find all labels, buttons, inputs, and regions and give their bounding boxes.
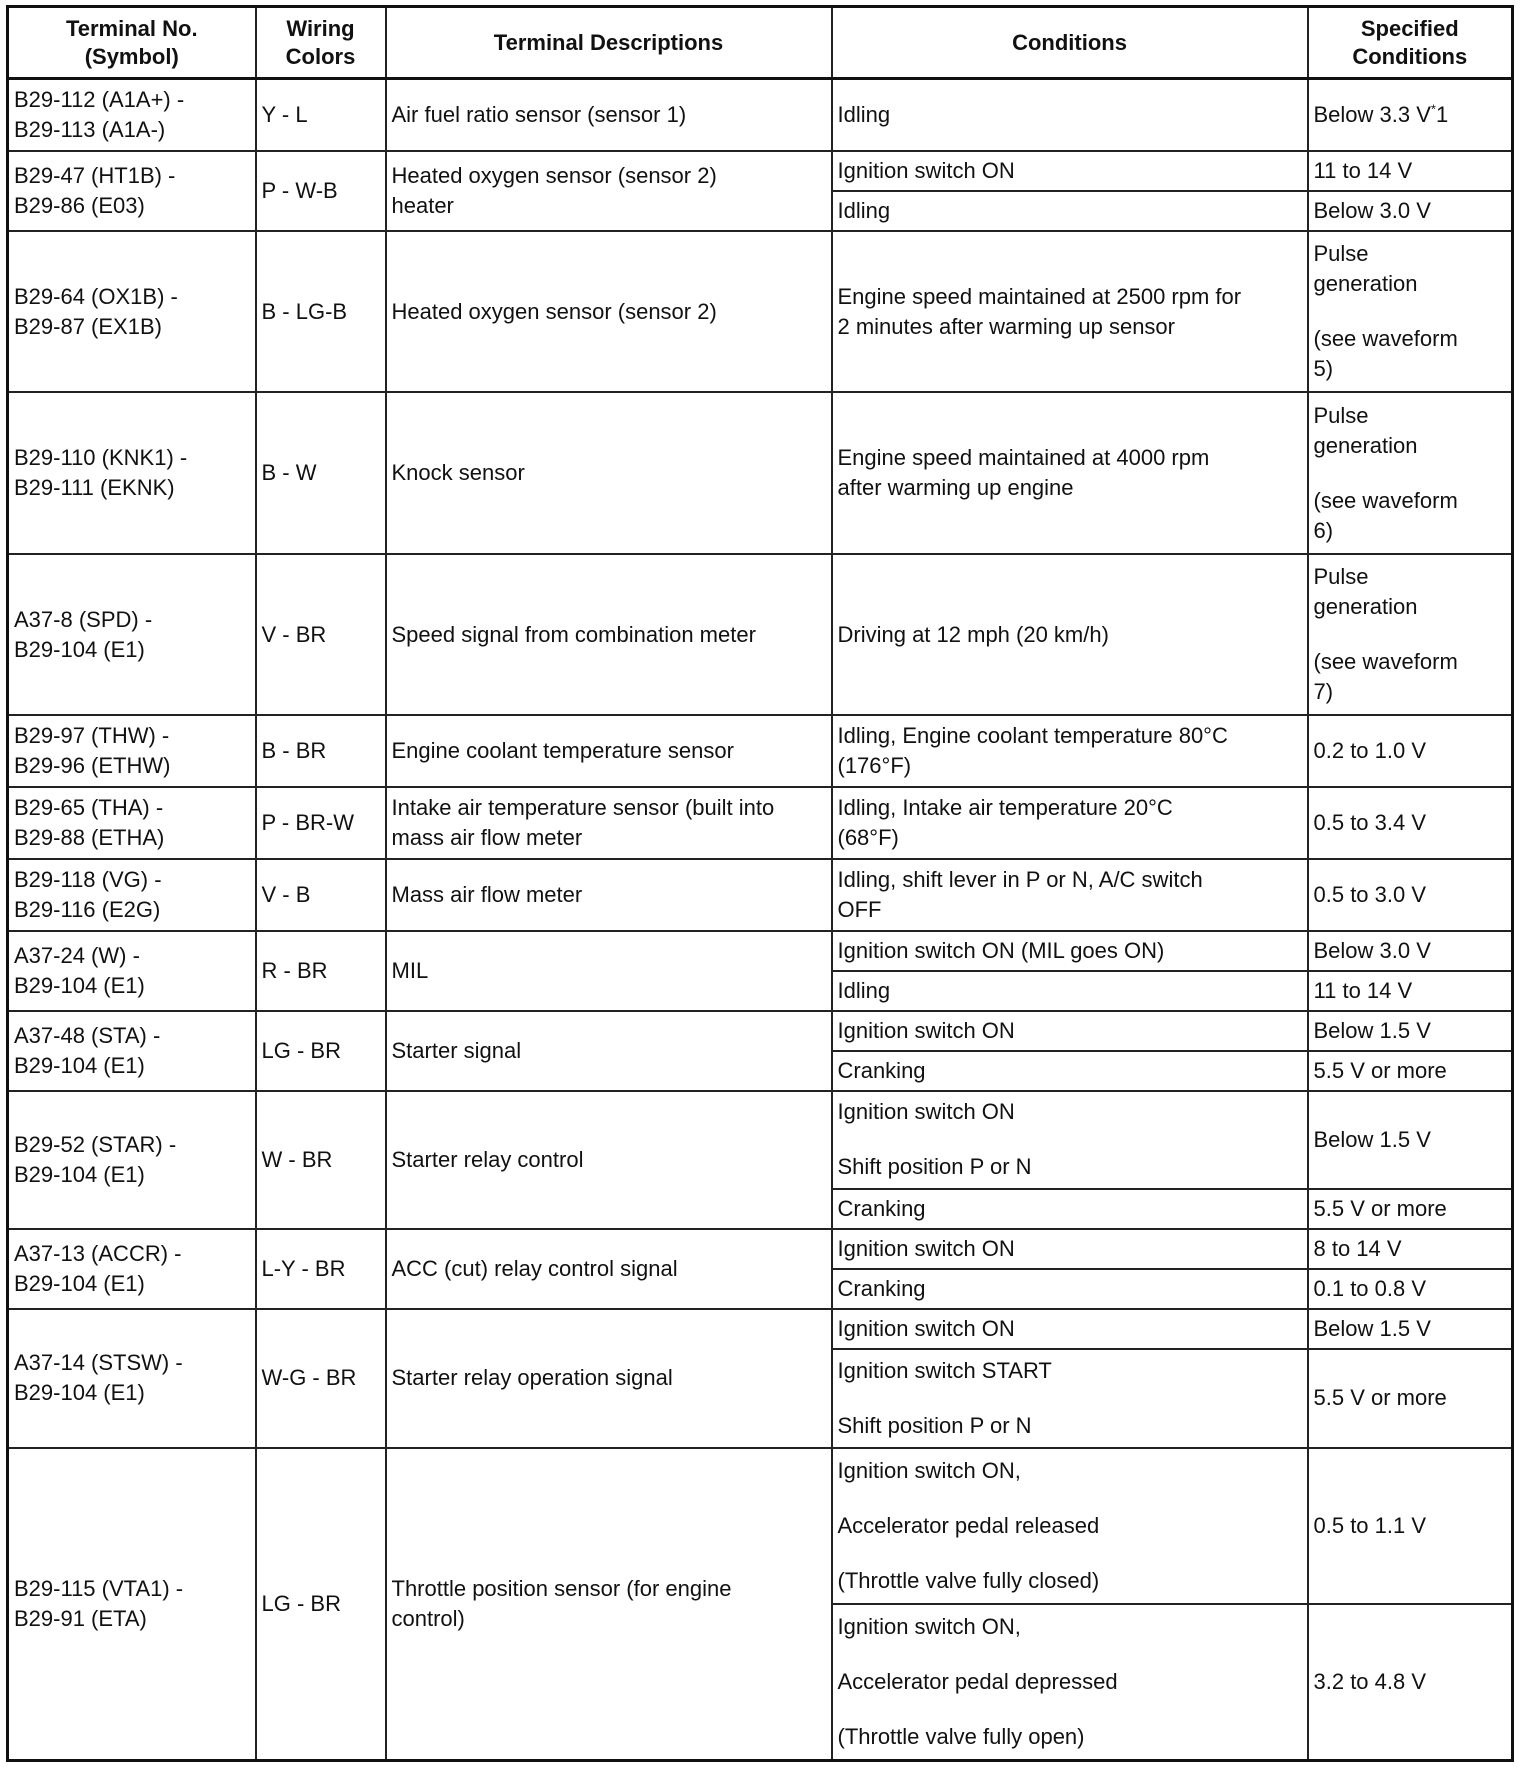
cell-text: Below 3.0 V <box>1313 197 1431 223</box>
wiring-colors-cell: B - LG-B <box>256 231 386 392</box>
cell-text: Air fuel ratio sensor (sensor 1) <box>391 101 687 127</box>
header-row <box>8 7 1513 79</box>
cell-text: Starter relay control <box>391 1147 584 1173</box>
table-row <box>8 392 1513 553</box>
conditions-cell <box>832 1091 1308 1189</box>
header-text: Colors <box>285 43 356 69</box>
cell-text: generation <box>1313 594 1418 620</box>
description-cell <box>386 231 832 392</box>
terminal-cell <box>8 787 256 859</box>
cell-text: 7) <box>1313 679 1334 705</box>
specified-conditions-cell <box>1308 1091 1513 1189</box>
conditions-cell <box>832 554 1308 715</box>
cell-text: B29-64 (OX1B) - <box>14 283 178 309</box>
cell-text: Throttle position sensor (for engine <box>391 1575 732 1601</box>
specified-conditions-cell <box>1308 1011 1513 1051</box>
cell-text: Cranking <box>837 1057 926 1083</box>
header-wiring-colors <box>256 7 386 79</box>
terminal-cell <box>8 392 256 553</box>
table-row <box>8 859 1513 931</box>
cell-text: 5.5 V or more <box>1313 1385 1447 1411</box>
header-specified-conditions <box>1308 7 1513 79</box>
cell-text: B29-88 (ETHA) <box>14 824 165 850</box>
header-conditions <box>832 7 1308 79</box>
cell-text: Accelerator pedal depressed <box>837 1668 1118 1694</box>
cell-text: 0.5 to 3.4 V <box>1313 809 1427 835</box>
cell-text: B29-87 (EX1B) <box>14 313 162 339</box>
wiring-colors-cell: V - BR <box>256 554 386 715</box>
specified-conditions-cell <box>1308 1604 1513 1761</box>
cell-text: Knock sensor <box>391 460 525 486</box>
wiring-colors-cell: P - BR-W <box>256 787 386 859</box>
wiring-colors-cell: B - BR <box>256 715 386 787</box>
cell-text: B29-115 (VTA1) - <box>14 1575 184 1601</box>
description-cell <box>386 787 832 859</box>
terminal-cell <box>8 1091 256 1229</box>
table-row <box>8 1309 1513 1349</box>
specified-conditions-cell <box>1308 787 1513 859</box>
cell-text: (see waveform <box>1313 326 1458 352</box>
cell-text: 6) <box>1313 517 1334 543</box>
cell-text: Accelerator pedal released <box>837 1512 1100 1538</box>
cell-text: B29-47 (HT1B) - <box>14 162 176 188</box>
specified-conditions-cell <box>1308 1269 1513 1309</box>
conditions-cell <box>832 231 1308 392</box>
conditions-cell <box>832 1229 1308 1269</box>
wiring-colors-cell: R - BR <box>256 931 386 1011</box>
footnote-marker: * <box>1430 101 1436 117</box>
wiring-colors-cell: P - W-B <box>256 151 386 231</box>
conditions-cell <box>832 151 1308 191</box>
cell-text: A37-13 (ACCR) - <box>14 1241 182 1267</box>
cell-text: (68°F) <box>837 824 899 850</box>
cell-text: B29-104 (E1) <box>14 636 145 662</box>
cell-text: 11 to 14 V <box>1313 977 1413 1003</box>
cell-text: (see waveform <box>1313 649 1458 675</box>
terminal-cell <box>8 231 256 392</box>
cell-text: Ignition switch ON <box>837 1017 1015 1043</box>
conditions-cell <box>832 931 1308 971</box>
cell-text: 0.5 to 3.0 V <box>1313 881 1427 907</box>
specified-conditions-cell <box>1308 1189 1513 1229</box>
specified-conditions-cell <box>1308 191 1513 231</box>
cell-text: B29-104 (E1) <box>14 1380 145 1406</box>
cell-text: B29-65 (THA) - <box>14 794 164 820</box>
cell-text: B29-97 (THW) - <box>14 723 170 749</box>
cell-text: mass air flow meter <box>391 824 583 850</box>
cell-text: B29-116 (E2G) <box>14 896 161 922</box>
wiring-colors-cell: LG - BR <box>256 1011 386 1091</box>
cell-text: Ignition switch ON (MIL goes ON) <box>837 937 1165 963</box>
cell-text: Starter signal <box>391 1037 522 1063</box>
cell-text: B29-104 (E1) <box>14 972 145 998</box>
cell-text: 0.2 to 1.0 V <box>1313 738 1427 764</box>
description-cell <box>386 715 832 787</box>
cell-text: Engine coolant temperature sensor <box>391 738 734 764</box>
specified-conditions-cell <box>1308 1309 1513 1349</box>
cell-text: Idling <box>837 977 891 1003</box>
specified-conditions-cell <box>1308 392 1513 553</box>
table-row <box>8 1091 1513 1189</box>
table-row <box>8 231 1513 392</box>
conditions-cell <box>832 971 1308 1011</box>
header-text: Specified <box>1360 15 1459 41</box>
specified-conditions-cell <box>1308 859 1513 931</box>
table-row <box>8 1448 1513 1604</box>
header-terminal-descriptions <box>386 7 832 79</box>
header-text: Terminal Descriptions <box>493 29 724 55</box>
table-row <box>8 554 1513 715</box>
cell-text: A37-14 (STSW) - <box>14 1350 183 1376</box>
conditions-cell <box>832 1448 1308 1604</box>
cell-text: Idling <box>837 197 891 223</box>
cell-text: Cranking <box>837 1276 926 1302</box>
wiring-colors-cell: W-G - BR <box>256 1309 386 1447</box>
conditions-cell <box>832 1189 1308 1229</box>
cell-text: ACC (cut) relay control signal <box>391 1256 678 1282</box>
terminal-cell <box>8 1309 256 1447</box>
conditions-cell <box>832 1604 1308 1761</box>
wiring-colors-cell: Y - L <box>256 79 386 151</box>
cell-text: A37-8 (SPD) - <box>14 606 153 632</box>
cell-text: OFF <box>837 896 882 922</box>
cell-text: Heated oxygen sensor (sensor 2) <box>391 162 717 188</box>
cell-text: B29-104 (E1) <box>14 1271 145 1297</box>
cell-text: B29-96 (ETHW) <box>14 753 171 779</box>
cell-text: Engine speed maintained at 2500 rpm for <box>837 283 1242 309</box>
wiring-colors-cell: B - W <box>256 392 386 553</box>
terminal-cell <box>8 151 256 231</box>
cell-text: Cranking <box>837 1196 926 1222</box>
cell-text: B29-86 (E03) <box>14 192 145 218</box>
cell-text: Ignition switch ON <box>837 1099 1015 1125</box>
specified-conditions-cell <box>1308 1229 1513 1269</box>
description-cell <box>386 931 832 1011</box>
cell-text: B29-112 (A1A+) - <box>14 86 185 112</box>
terminal-cell <box>8 715 256 787</box>
conditions-cell <box>832 715 1308 787</box>
cell-text: (Throttle valve fully closed) <box>837 1567 1100 1593</box>
conditions-cell <box>832 392 1308 553</box>
conditions-cell <box>832 1051 1308 1091</box>
cell-text: (Throttle valve fully open) <box>837 1723 1085 1749</box>
terminal-cell <box>8 1448 256 1761</box>
table-row <box>8 715 1513 787</box>
cell-text: Idling, Engine coolant temperature 80°C <box>837 723 1228 749</box>
cell-text: heater <box>391 192 454 218</box>
cell-text: (176°F) <box>837 753 912 779</box>
table-row <box>8 1011 1513 1051</box>
wiring-colors-cell: LG - BR <box>256 1448 386 1761</box>
cell-text: 8 to 14 V <box>1313 1236 1402 1262</box>
description-cell <box>386 79 832 151</box>
cell-text: B29-104 (E1) <box>14 1162 145 1188</box>
terminal-cell <box>8 1229 256 1309</box>
cell-text: 2 minutes after warming up sensor <box>837 313 1175 339</box>
description-cell <box>386 392 832 553</box>
cell-text: B29-118 (VG) - <box>14 866 162 892</box>
specified-conditions-cell <box>1308 971 1513 1011</box>
table-row <box>8 79 1513 151</box>
description-cell <box>386 1309 832 1447</box>
cell-text: Engine speed maintained at 4000 rpm <box>837 445 1210 471</box>
terminal-cell <box>8 554 256 715</box>
cell-text: Below 1.5 V <box>1313 1316 1431 1342</box>
cell-text: Below 3.3 V*1 <box>1313 101 1449 127</box>
cell-text: Ignition switch ON <box>837 1316 1015 1342</box>
cell-text: Mass air flow meter <box>391 881 583 907</box>
description-cell <box>386 1229 832 1309</box>
cell-text: B29-104 (E1) <box>14 1052 145 1078</box>
cell-text: Ignition switch ON <box>837 157 1015 183</box>
cell-text: Idling <box>837 101 891 127</box>
table-row <box>8 151 1513 191</box>
specified-conditions-cell <box>1308 715 1513 787</box>
specified-conditions-cell <box>1308 931 1513 971</box>
specified-conditions-cell <box>1308 554 1513 715</box>
cell-text: Heated oxygen sensor (sensor 2) <box>391 298 717 324</box>
cell-text: 0.5 to 1.1 V <box>1313 1512 1427 1538</box>
conditions-cell <box>832 79 1308 151</box>
conditions-cell <box>832 1309 1308 1349</box>
cell-text: Speed signal from combination meter <box>391 621 756 647</box>
conditions-cell <box>832 1349 1308 1447</box>
conditions-cell <box>832 787 1308 859</box>
specified-conditions-cell <box>1308 231 1513 392</box>
cell-text: Below 3.0 V <box>1313 937 1431 963</box>
header-text: Wiring <box>286 15 355 41</box>
specified-conditions-cell <box>1308 1448 1513 1604</box>
table-row <box>8 931 1513 971</box>
cell-text: Below 1.5 V <box>1313 1017 1431 1043</box>
cell-text: MIL <box>391 957 429 983</box>
conditions-cell <box>832 1011 1308 1051</box>
header-text: Conditions <box>1012 29 1127 55</box>
conditions-cell <box>832 1269 1308 1309</box>
description-cell <box>386 554 832 715</box>
cell-text: 5) <box>1313 356 1334 382</box>
cell-text: Ignition switch ON, <box>837 1457 1021 1483</box>
header-text: Conditions <box>1352 43 1468 69</box>
description-cell <box>386 1091 832 1229</box>
header-text: (Symbol) <box>84 43 179 69</box>
table-body <box>8 79 1513 1761</box>
cell-text: Shift position P or N <box>837 1154 1032 1180</box>
description-cell <box>386 859 832 931</box>
terminal-cell <box>8 1011 256 1091</box>
cell-text: A37-24 (W) - <box>14 942 140 968</box>
cell-text: Driving at 12 mph (20 km/h) <box>837 621 1109 647</box>
terminal-cell <box>8 931 256 1011</box>
cell-text: Starter relay operation signal <box>391 1365 673 1391</box>
cell-text: generation <box>1313 432 1418 458</box>
table-row <box>8 1229 1513 1269</box>
cell-text: Pulse <box>1313 241 1369 267</box>
cell-text: B29-110 (KNK1) - <box>14 445 188 471</box>
wiring-colors-cell: L-Y - BR <box>256 1229 386 1309</box>
cell-text: generation <box>1313 271 1418 297</box>
header-terminal <box>8 7 256 79</box>
cell-text: after warming up engine <box>837 475 1074 501</box>
cell-text: 3.2 to 4.8 V <box>1313 1668 1427 1694</box>
terminal-cell <box>8 79 256 151</box>
wiring-colors-cell: W - BR <box>256 1091 386 1229</box>
cell-text: B29-113 (A1A-) <box>14 116 166 142</box>
cell-text: (see waveform <box>1313 487 1458 513</box>
wiring-colors-cell: V - B <box>256 859 386 931</box>
header-text: Terminal No. <box>65 15 198 41</box>
cell-text: 11 to 14 V <box>1313 157 1413 183</box>
terminal-cell <box>8 859 256 931</box>
cell-text: Idling, Intake air temperature 20°C <box>837 794 1173 820</box>
cell-text: B29-52 (STAR) - <box>14 1132 177 1158</box>
description-cell <box>386 1011 832 1091</box>
cell-text: Pulse <box>1313 402 1369 428</box>
cell-text: Ignition switch START <box>837 1357 1052 1383</box>
specified-conditions-cell <box>1308 151 1513 191</box>
cell-text: A37-48 (STA) - <box>14 1022 161 1048</box>
specified-conditions-cell <box>1308 1051 1513 1091</box>
conditions-cell <box>832 191 1308 231</box>
cell-text: B29-91 (ETA) <box>14 1605 147 1631</box>
cell-text: 5.5 V or more <box>1313 1057 1447 1083</box>
specified-conditions-cell <box>1308 1349 1513 1447</box>
cell-text: 5.5 V or more <box>1313 1196 1447 1222</box>
cell-text: Shift position P or N <box>837 1412 1032 1438</box>
cell-text: Ignition switch ON, <box>837 1613 1021 1639</box>
cell-text: Ignition switch ON <box>837 1236 1015 1262</box>
cell-text: Below 1.5 V <box>1313 1126 1431 1152</box>
cell-text: Pulse <box>1313 564 1369 590</box>
conditions-cell <box>832 859 1308 931</box>
cell-text: Intake air temperature sensor (built into <box>391 794 775 820</box>
table-row <box>8 787 1513 859</box>
cell-text: B29-111 (EKNK) <box>14 475 175 501</box>
description-cell <box>386 1448 832 1761</box>
specified-conditions-cell <box>1308 79 1513 151</box>
terminal-specification-table <box>6 5 1514 1762</box>
cell-text: 0.1 to 0.8 V <box>1313 1276 1427 1302</box>
description-cell <box>386 151 832 231</box>
cell-text: control) <box>391 1605 465 1631</box>
cell-text: Idling, shift lever in P or N, A/C switch <box>837 866 1203 892</box>
